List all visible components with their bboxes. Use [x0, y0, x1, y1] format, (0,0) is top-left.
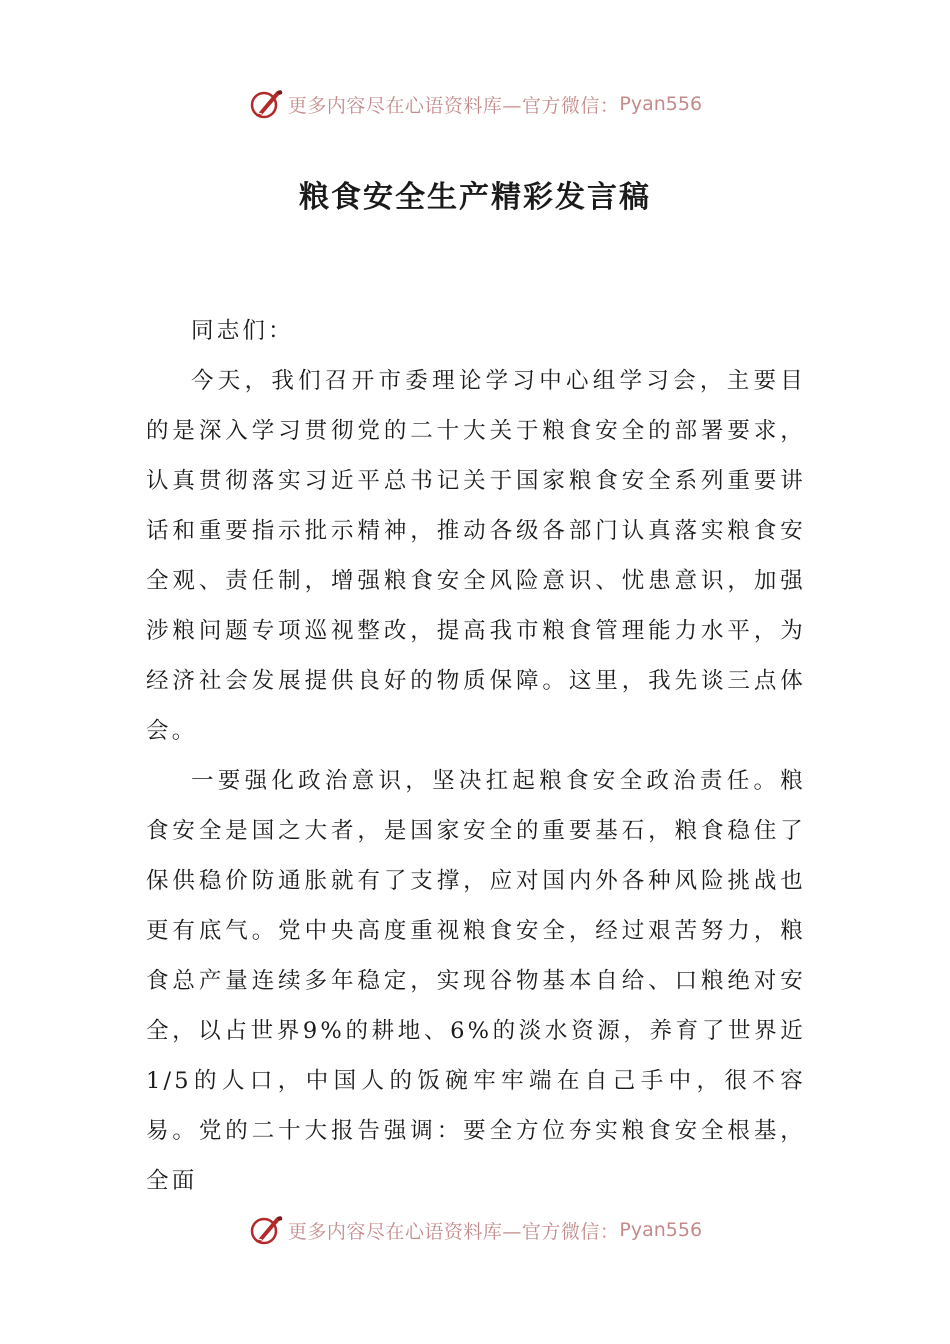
footer-watermark — [0, 1210, 950, 1250]
salutation: 同志们： — [191, 318, 294, 344]
header-watermark — [0, 84, 950, 124]
watermark-wechat-id: Pyan556 — [619, 93, 703, 115]
watermark-wechat-id: Pyan556 — [619, 1219, 703, 1241]
paragraph: 今天，我们召开市委理论学习中心组学习会，主要目的是深入学习贯彻党的二十大关于粮食安全的部署要求，认真贯彻落实习近平总书记关于国家粮食安全系列重要讲话和重要指示批示精神，推动各级各部门认真落实粮食安全观、责任制，增强粮食安全风险意识、忧患意识，加强涉粮问题专项巡视整改，提高我市粮食管理能力水平，为经济社会发展提供良好的物质保障。这里，我先谈三点体会。 — [146, 368, 806, 744]
watermark-text: 更多内容尽在心语资料库—官方微信： — [287, 94, 620, 117]
quill-pen-circle-icon — [248, 86, 284, 122]
watermark-text: 更多内容尽在心语资料库—官方微信： — [287, 1220, 620, 1243]
paragraph: 一要强化政治意识，坚决扛起粮食安全政治责任。粮食安全是国之大者，是国家安全的重要基石，粮食稳住了保供稳价防通胀就有了支撑，应对国内外各种风险挑战也更有底气。党中央高度重视粮食安全，经过艰苦努力，粮食总产量连续多年稳定，实现谷物基本自给、口粮绝对安全，以占世界9%的耕地、6%的淡水资源，养育了世界近1/5的人口，中国人的饭碗牢牢端在自己手中，很不容易。党的二十大报告强调：要全方位夯实粮食安全根基，全面 — [146, 768, 806, 1194]
quill-pen-circle-icon — [248, 1212, 284, 1248]
document-body — [146, 306, 806, 1206]
document-title: 粮食安全生产精彩发言稿 — [299, 180, 651, 215]
